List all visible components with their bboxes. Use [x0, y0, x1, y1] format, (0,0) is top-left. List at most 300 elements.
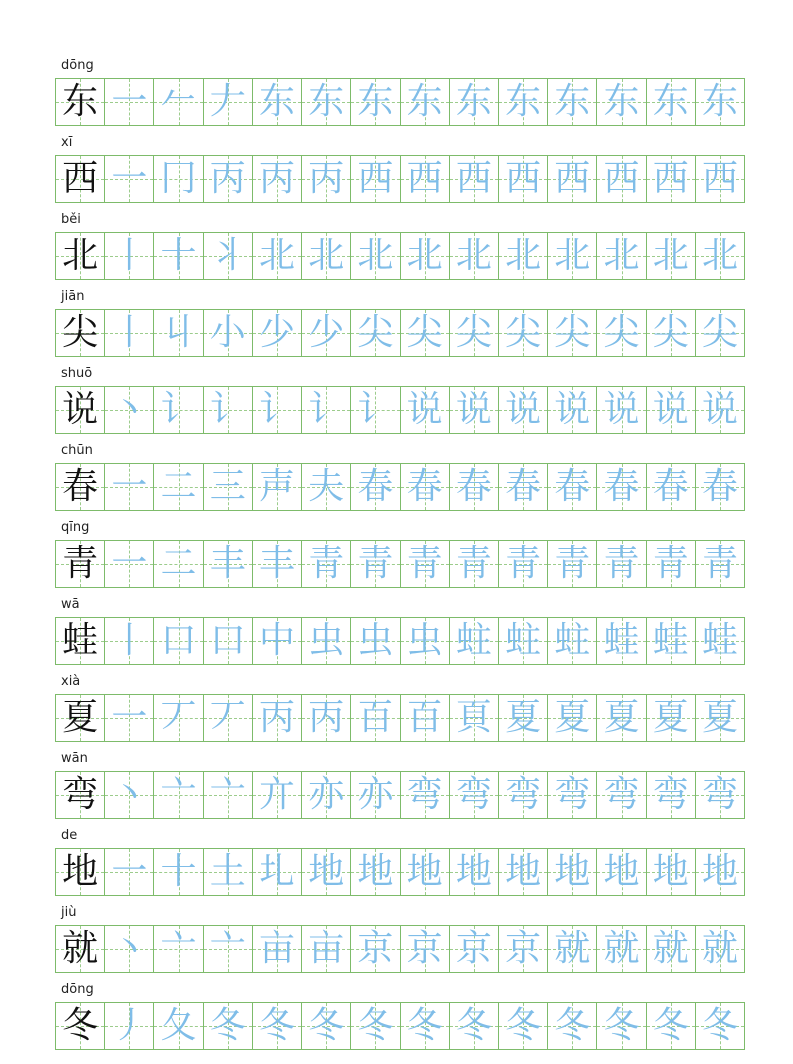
- stroke-step-character: 丶: [111, 774, 148, 815]
- stroke-step-character: 尖: [505, 312, 542, 353]
- stroke-step-cell: [596, 464, 645, 510]
- main-character-cell: [56, 387, 104, 433]
- pinyin-label: dōng: [61, 982, 94, 997]
- stroke-step-cell: [153, 695, 202, 741]
- stroke-step-character: 北: [652, 235, 689, 276]
- stroke-step-cell: [252, 926, 301, 972]
- stroke-step-cell: [153, 772, 202, 818]
- stroke-step-cell: [498, 1003, 547, 1049]
- stroke-step-cell: [449, 310, 498, 356]
- pinyin-label: de: [61, 828, 78, 843]
- stroke-step-cell: [301, 387, 350, 433]
- stroke-step-character: 北: [554, 235, 591, 276]
- stroke-step-cell: [695, 464, 744, 510]
- writing-grid: [55, 309, 745, 357]
- stroke-step-character: 北: [505, 235, 542, 276]
- stroke-step-cell: [646, 310, 695, 356]
- stroke-step-character: 就: [652, 928, 689, 969]
- stroke-step-character: 京: [406, 928, 443, 969]
- stroke-step-cell: [153, 541, 202, 587]
- stroke-step-cell: [252, 156, 301, 202]
- stroke-step-character: 地: [357, 851, 394, 892]
- stroke-step-cell: [153, 310, 202, 356]
- stroke-step-cell: [104, 387, 153, 433]
- writing-grid: [55, 925, 745, 973]
- stroke-step-character: 亩: [308, 928, 345, 969]
- stroke-step-cell: [449, 849, 498, 895]
- stroke-step-cell: [498, 233, 547, 279]
- stroke-step-character: 春: [652, 466, 689, 507]
- stroke-step-character: 北: [308, 235, 345, 276]
- stroke-step-character: 夏: [554, 697, 591, 738]
- stroke-step-character: 西: [603, 158, 640, 199]
- stroke-step-character: 说: [603, 389, 640, 430]
- stroke-step-cell: [153, 1003, 202, 1049]
- stroke-step-character: 少: [308, 312, 345, 353]
- stroke-step-cell: [400, 926, 449, 972]
- stroke-step-character: 冬: [603, 1005, 640, 1046]
- stroke-step-character: 蛙: [701, 620, 738, 661]
- stroke-step-character: 东: [455, 81, 492, 122]
- main-character: 蛙: [62, 620, 99, 661]
- stroke-step-cell: [252, 849, 301, 895]
- main-character: 尖: [62, 312, 99, 353]
- stroke-step-cell: [350, 541, 399, 587]
- stroke-step-cell: [104, 79, 153, 125]
- stroke-step-cell: [695, 618, 744, 664]
- stroke-step-character: 东: [603, 81, 640, 122]
- stroke-step-cell: [498, 541, 547, 587]
- stroke-step-cell: [400, 310, 449, 356]
- stroke-step-character: 西: [505, 158, 542, 199]
- stroke-step-cell: [350, 1003, 399, 1049]
- stroke-step-cell: [547, 233, 596, 279]
- stroke-step-cell: [400, 464, 449, 510]
- stroke-step-cell: [350, 310, 399, 356]
- stroke-step-cell: [695, 695, 744, 741]
- stroke-step-character: 春: [357, 466, 394, 507]
- character-row: [55, 55, 745, 132]
- stroke-step-character: 冬: [554, 1005, 591, 1046]
- stroke-step-character: 地: [701, 851, 738, 892]
- stroke-step-character: 地: [554, 851, 591, 892]
- stroke-step-cell: [596, 156, 645, 202]
- pinyin-label: jiù: [61, 905, 77, 920]
- stroke-step-character: 春: [455, 466, 492, 507]
- stroke-step-cell: [203, 387, 252, 433]
- stroke-step-cell: [301, 156, 350, 202]
- writing-grid: [55, 771, 745, 819]
- stroke-step-character: 冬: [701, 1005, 738, 1046]
- stroke-step-character: 青: [406, 543, 443, 584]
- pinyin-label: xià: [61, 674, 81, 689]
- main-character: 北: [62, 235, 99, 276]
- stroke-step-cell: [498, 156, 547, 202]
- stroke-step-character: 说: [554, 389, 591, 430]
- stroke-step-cell: [252, 464, 301, 510]
- stroke-step-character: 虫: [308, 620, 345, 661]
- stroke-step-cell: [646, 464, 695, 510]
- stroke-step-cell: [301, 926, 350, 972]
- stroke-step-character: 夫: [308, 466, 345, 507]
- stroke-step-cell: [498, 618, 547, 664]
- stroke-step-cell: [203, 310, 252, 356]
- pinyin-label: xī: [61, 135, 73, 150]
- character-row: [55, 363, 745, 440]
- stroke-step-character: 地: [603, 851, 640, 892]
- stroke-step-character: 丙: [258, 697, 295, 738]
- stroke-step-character: 十: [160, 235, 197, 276]
- stroke-step-cell: [449, 618, 498, 664]
- main-character-cell: [56, 618, 104, 664]
- stroke-step-character: 春: [554, 466, 591, 507]
- stroke-step-cell: [547, 1003, 596, 1049]
- stroke-step-character: 地: [455, 851, 492, 892]
- stroke-step-cell: [596, 772, 645, 818]
- stroke-step-cell: [695, 387, 744, 433]
- stroke-step-cell: [104, 156, 153, 202]
- stroke-step-cell: [547, 387, 596, 433]
- pinyin-label: wā: [61, 597, 80, 612]
- main-character-cell: [56, 772, 104, 818]
- stroke-step-cell: [547, 695, 596, 741]
- stroke-step-character: 弯: [554, 774, 591, 815]
- main-character: 弯: [62, 774, 99, 815]
- stroke-step-character: 冬: [455, 1005, 492, 1046]
- stroke-step-character: 春: [406, 466, 443, 507]
- stroke-step-cell: [350, 849, 399, 895]
- stroke-step-cell: [695, 541, 744, 587]
- stroke-step-character: 东: [505, 81, 542, 122]
- stroke-step-character: 冬: [258, 1005, 295, 1046]
- stroke-step-character: 丙: [308, 158, 345, 199]
- main-character: 说: [62, 389, 99, 430]
- stroke-step-cell: [547, 310, 596, 356]
- stroke-step-character: 西: [455, 158, 492, 199]
- stroke-step-cell: [596, 618, 645, 664]
- stroke-step-character: 京: [505, 928, 542, 969]
- stroke-step-character: 中: [258, 620, 295, 661]
- stroke-step-cell: [203, 464, 252, 510]
- stroke-step-cell: [203, 79, 252, 125]
- stroke-step-cell: [301, 618, 350, 664]
- stroke-step-character: 𠂉: [160, 81, 197, 122]
- stroke-step-cell: [203, 618, 252, 664]
- stroke-step-character: 百: [357, 697, 394, 738]
- stroke-step-cell: [646, 1003, 695, 1049]
- writing-grid: [55, 540, 745, 588]
- main-character: 冬: [62, 1005, 99, 1046]
- stroke-step-cell: [449, 1003, 498, 1049]
- character-row: [55, 286, 745, 363]
- stroke-step-character: 亩: [258, 928, 295, 969]
- stroke-step-cell: [547, 772, 596, 818]
- stroke-step-character: 小: [209, 312, 246, 353]
- stroke-step-character: 丶: [111, 928, 148, 969]
- stroke-step-character: 口: [160, 620, 197, 661]
- stroke-step-character: 弯: [701, 774, 738, 815]
- stroke-step-cell: [252, 772, 301, 818]
- stroke-step-character: 亦: [308, 774, 345, 815]
- main-character-cell: [56, 79, 104, 125]
- stroke-step-character: 亣: [258, 774, 295, 815]
- stroke-step-cell: [104, 618, 153, 664]
- stroke-step-cell: [350, 926, 399, 972]
- stroke-step-character: 北: [357, 235, 394, 276]
- main-character-cell: [56, 849, 104, 895]
- stroke-step-character: 弯: [652, 774, 689, 815]
- stroke-step-character: 西: [652, 158, 689, 199]
- stroke-step-cell: [301, 695, 350, 741]
- stroke-step-character: 二: [160, 466, 197, 507]
- main-character-cell: [56, 233, 104, 279]
- writing-grid: [55, 386, 745, 434]
- stroke-step-character: 春: [701, 466, 738, 507]
- stroke-step-cell: [449, 387, 498, 433]
- stroke-step-cell: [301, 772, 350, 818]
- stroke-step-character: 丰: [209, 543, 246, 584]
- stroke-step-cell: [400, 233, 449, 279]
- stroke-step-cell: [449, 926, 498, 972]
- stroke-step-cell: [104, 310, 153, 356]
- pinyin-label: běi: [61, 212, 81, 227]
- stroke-step-cell: [498, 772, 547, 818]
- stroke-step-cell: [695, 849, 744, 895]
- stroke-step-character: 一: [111, 697, 148, 738]
- stroke-step-character: 春: [603, 466, 640, 507]
- stroke-step-character: 一: [111, 466, 148, 507]
- stroke-step-character: 二: [160, 543, 197, 584]
- stroke-step-cell: [498, 310, 547, 356]
- stroke-step-cell: [596, 310, 645, 356]
- stroke-step-cell: [301, 1003, 350, 1049]
- stroke-step-cell: [646, 772, 695, 818]
- stroke-step-character: 东: [406, 81, 443, 122]
- writing-grid: [55, 848, 745, 896]
- stroke-step-cell: [449, 695, 498, 741]
- stroke-step-cell: [301, 233, 350, 279]
- stroke-step-character: 蛀: [554, 620, 591, 661]
- stroke-step-character: 蛀: [505, 620, 542, 661]
- stroke-step-character: 冬: [308, 1005, 345, 1046]
- stroke-step-cell: [203, 233, 252, 279]
- stroke-step-character: 就: [701, 928, 738, 969]
- stroke-step-cell: [646, 849, 695, 895]
- main-character: 西: [62, 158, 99, 199]
- stroke-step-cell: [646, 233, 695, 279]
- stroke-step-character: 冬: [406, 1005, 443, 1046]
- main-character: 春: [62, 466, 99, 507]
- stroke-step-character: 西: [357, 158, 394, 199]
- main-character-cell: [56, 541, 104, 587]
- stroke-step-cell: [350, 79, 399, 125]
- stroke-step-character: 西: [554, 158, 591, 199]
- stroke-step-cell: [104, 541, 153, 587]
- stroke-step-cell: [203, 156, 252, 202]
- stroke-step-cell: [646, 387, 695, 433]
- stroke-step-character: 讠: [209, 389, 246, 430]
- stroke-step-cell: [153, 233, 202, 279]
- stroke-step-character: 北: [701, 235, 738, 276]
- stroke-step-cell: [301, 541, 350, 587]
- stroke-step-character: 地: [505, 851, 542, 892]
- stroke-step-cell: [400, 541, 449, 587]
- pinyin-label: qīng: [61, 520, 90, 535]
- stroke-step-cell: [400, 1003, 449, 1049]
- stroke-step-character: 丨: [111, 235, 148, 276]
- stroke-step-character: 丆: [209, 697, 246, 738]
- stroke-step-character: 东: [652, 81, 689, 122]
- stroke-step-cell: [104, 1003, 153, 1049]
- stroke-step-cell: [203, 849, 252, 895]
- stroke-step-character: 地: [406, 851, 443, 892]
- stroke-step-cell: [252, 387, 301, 433]
- stroke-step-cell: [104, 695, 153, 741]
- stroke-step-character: 弯: [603, 774, 640, 815]
- main-character: 青: [62, 543, 99, 584]
- stroke-step-character: 丙: [308, 697, 345, 738]
- writing-grid: [55, 617, 745, 665]
- stroke-step-cell: [547, 849, 596, 895]
- character-row: [55, 825, 745, 902]
- main-character-cell: [56, 695, 104, 741]
- stroke-step-character: 北: [406, 235, 443, 276]
- stroke-step-character: 十: [160, 851, 197, 892]
- stroke-step-cell: [104, 772, 153, 818]
- stroke-step-cell: [449, 233, 498, 279]
- stroke-step-character: 说: [406, 389, 443, 430]
- pinyin-label: chūn: [61, 443, 93, 458]
- main-character-cell: [56, 926, 104, 972]
- main-character: 东: [62, 81, 99, 122]
- stroke-step-character: 西: [406, 158, 443, 199]
- stroke-step-character: 頁: [455, 697, 492, 738]
- stroke-step-character: 北: [258, 235, 295, 276]
- stroke-step-character: 蛙: [652, 620, 689, 661]
- stroke-step-cell: [252, 1003, 301, 1049]
- stroke-step-character: 少: [258, 312, 295, 353]
- stroke-step-cell: [301, 464, 350, 510]
- stroke-step-character: 丙: [258, 158, 295, 199]
- stroke-step-character: 丨: [111, 312, 148, 353]
- stroke-step-cell: [301, 79, 350, 125]
- stroke-step-cell: [203, 926, 252, 972]
- stroke-step-cell: [350, 695, 399, 741]
- character-row: [55, 440, 745, 517]
- stroke-step-cell: [203, 772, 252, 818]
- stroke-step-character: 青: [603, 543, 640, 584]
- stroke-step-character: 京: [455, 928, 492, 969]
- character-row: [55, 902, 745, 979]
- stroke-step-cell: [400, 618, 449, 664]
- stroke-step-cell: [695, 310, 744, 356]
- stroke-step-character: 蛙: [603, 620, 640, 661]
- stroke-step-character: 一: [111, 851, 148, 892]
- stroke-step-character: 青: [701, 543, 738, 584]
- stroke-step-character: 虫: [357, 620, 394, 661]
- stroke-step-character: 说: [505, 389, 542, 430]
- stroke-step-cell: [498, 849, 547, 895]
- stroke-step-character: 丬: [209, 235, 246, 276]
- stroke-step-character: 青: [652, 543, 689, 584]
- stroke-step-character: 东: [357, 81, 394, 122]
- writing-grid: [55, 155, 745, 203]
- stroke-step-character: 夏: [652, 697, 689, 738]
- stroke-step-cell: [498, 79, 547, 125]
- stroke-step-character: 丆: [160, 697, 197, 738]
- main-character-cell: [56, 156, 104, 202]
- stroke-step-cell: [252, 618, 301, 664]
- character-row: [55, 979, 745, 1056]
- stroke-step-cell: [449, 156, 498, 202]
- stroke-step-cell: [400, 849, 449, 895]
- stroke-step-character: 冬: [505, 1005, 542, 1046]
- stroke-step-character: 口: [209, 620, 246, 661]
- stroke-step-cell: [400, 387, 449, 433]
- stroke-step-character: 冬: [357, 1005, 394, 1046]
- stroke-step-cell: [646, 926, 695, 972]
- stroke-step-cell: [153, 849, 202, 895]
- character-row: [55, 209, 745, 286]
- writing-grid: [55, 78, 745, 126]
- main-character: 地: [62, 851, 99, 892]
- stroke-step-cell: [153, 618, 202, 664]
- stroke-step-character: 讠: [308, 389, 345, 430]
- stroke-step-character: 声: [258, 466, 295, 507]
- stroke-step-character: 讠: [160, 389, 197, 430]
- character-row: [55, 517, 745, 594]
- stroke-step-cell: [547, 79, 596, 125]
- character-row: [55, 671, 745, 748]
- stroke-step-cell: [104, 849, 153, 895]
- stroke-step-cell: [695, 233, 744, 279]
- stroke-step-character: 冬: [209, 1005, 246, 1046]
- writing-grid: [55, 232, 745, 280]
- main-character-cell: [56, 1003, 104, 1049]
- writing-grid: [55, 1002, 745, 1050]
- stroke-step-character: 亦: [357, 774, 394, 815]
- writing-grid: [55, 463, 745, 511]
- stroke-step-cell: [104, 926, 153, 972]
- stroke-step-character: 春: [505, 466, 542, 507]
- stroke-step-cell: [695, 79, 744, 125]
- stroke-step-cell: [449, 772, 498, 818]
- stroke-step-character: 三: [209, 466, 246, 507]
- stroke-step-cell: [596, 79, 645, 125]
- stroke-step-cell: [104, 464, 153, 510]
- stroke-step-character: 夏: [603, 697, 640, 738]
- stroke-step-character: 丙: [209, 158, 246, 199]
- stroke-step-cell: [498, 695, 547, 741]
- stroke-step-character: 弯: [406, 774, 443, 815]
- stroke-step-character: 东: [308, 81, 345, 122]
- stroke-step-cell: [252, 541, 301, 587]
- main-character-cell: [56, 464, 104, 510]
- stroke-step-character: 东: [258, 81, 295, 122]
- stroke-step-character: 夏: [701, 697, 738, 738]
- stroke-step-cell: [252, 310, 301, 356]
- stroke-step-cell: [596, 695, 645, 741]
- stroke-step-cell: [695, 926, 744, 972]
- stroke-step-cell: [449, 541, 498, 587]
- stroke-step-cell: [400, 79, 449, 125]
- stroke-step-character: 尖: [701, 312, 738, 353]
- pinyin-label: shuō: [61, 366, 93, 381]
- stroke-step-character: 一: [111, 81, 148, 122]
- stroke-step-character: 弯: [455, 774, 492, 815]
- stroke-step-character: 一: [111, 158, 148, 199]
- stroke-step-cell: [153, 156, 202, 202]
